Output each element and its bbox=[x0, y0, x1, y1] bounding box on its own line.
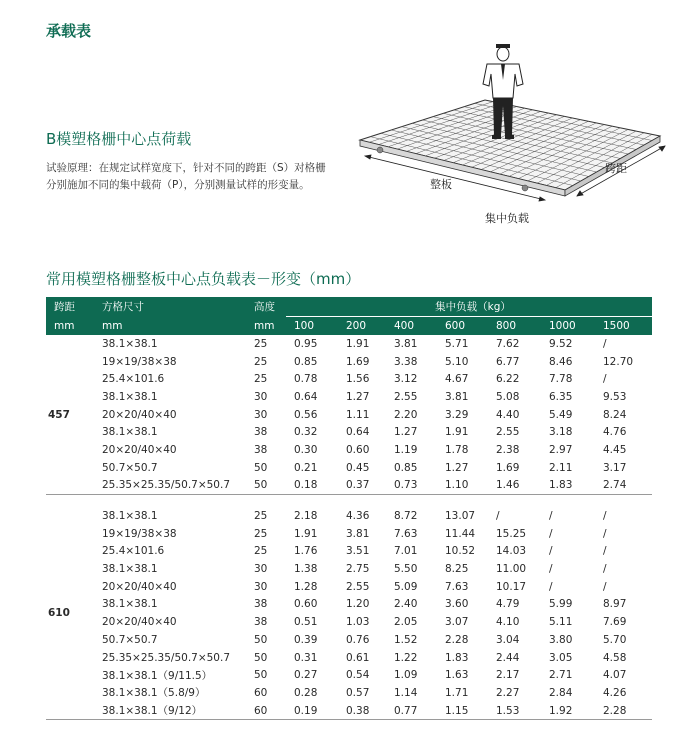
height-cell: 30 bbox=[254, 390, 268, 403]
load-deformation-table bbox=[46, 297, 652, 720]
deformation-cell: / bbox=[549, 545, 553, 558]
table-row bbox=[46, 578, 652, 596]
deformation-cell: 2.28 bbox=[445, 633, 469, 646]
deformation-cell: 1.20 bbox=[346, 598, 370, 611]
deformation-cell: 3.81 bbox=[346, 527, 370, 540]
gap-cell bbox=[488, 495, 541, 508]
deformation-cell: 5.10 bbox=[445, 355, 469, 368]
deformation-cell: 7.62 bbox=[496, 337, 520, 350]
gap-cell bbox=[246, 495, 286, 508]
deformation-cell: 2.75 bbox=[346, 563, 370, 576]
deformation-cell: 0.39 bbox=[294, 633, 318, 646]
deformation-cell: / bbox=[549, 580, 553, 593]
size-cell: 50.7×50.7 bbox=[102, 461, 158, 474]
height-cell: 30 bbox=[254, 580, 268, 593]
deformation-cell: 0.27 bbox=[294, 669, 318, 682]
deformation-cell: 2.18 bbox=[294, 510, 318, 523]
deformation-cell: 4.26 bbox=[603, 686, 627, 699]
deformation-cell: / bbox=[603, 510, 607, 523]
deformation-cell: 0.64 bbox=[294, 390, 318, 403]
deformation-cell: 0.45 bbox=[346, 461, 370, 474]
height-cell: 38 bbox=[254, 616, 268, 629]
deformation-cell: 0.19 bbox=[286, 702, 338, 720]
header-load-value: 100 bbox=[286, 317, 338, 336]
deformation-cell: 1.69 bbox=[496, 461, 520, 474]
deformation-cell: 15.25 bbox=[496, 527, 527, 540]
header-height: 高度 bbox=[246, 297, 286, 317]
size-cell: 38.1×38.1（9/11.5） bbox=[102, 669, 213, 682]
height-cell: 38 bbox=[254, 426, 268, 439]
deformation-cell: 3.60 bbox=[445, 598, 469, 611]
deformation-cell: 2.55 bbox=[346, 580, 370, 593]
size-cell: 20×20/40×40 bbox=[102, 616, 177, 629]
deformation-cell: 1.22 bbox=[394, 651, 418, 664]
deformation-cell: 3.07 bbox=[445, 616, 469, 629]
deformation-cell: 13.07 bbox=[445, 510, 476, 523]
header-size: 方格尺寸 bbox=[94, 297, 246, 317]
deformation-cell: 10.52 bbox=[445, 545, 476, 558]
deformation-cell: 3.12 bbox=[394, 373, 418, 386]
deformation-cell: 1.27 bbox=[394, 426, 418, 439]
size-cell: 38.1×38.1 bbox=[102, 598, 158, 611]
header-span: 跨距 bbox=[46, 297, 94, 317]
table-row bbox=[46, 507, 652, 525]
table-row bbox=[46, 596, 652, 614]
deformation-cell: 1.56 bbox=[346, 373, 370, 386]
header-load-value: 1500 bbox=[595, 317, 652, 336]
deformation-cell: 0.28 bbox=[294, 686, 318, 699]
height-cell: 25 bbox=[254, 510, 268, 523]
height-cell: 50 bbox=[254, 461, 268, 474]
deformation-cell: 2.27 bbox=[496, 686, 520, 699]
deformation-cell: 4.40 bbox=[496, 408, 520, 421]
header-load-value: 600 bbox=[437, 317, 488, 336]
section-title: B模塑格栅中心点荷载 bbox=[46, 130, 192, 148]
header-size-unit: mm bbox=[94, 317, 246, 336]
deformation-cell: 1.83 bbox=[445, 651, 469, 664]
deformation-cell: 0.21 bbox=[294, 461, 318, 474]
deformation-cell: 2.74 bbox=[595, 477, 652, 495]
gap-cell bbox=[338, 495, 386, 508]
deformation-cell: 9.52 bbox=[549, 337, 573, 350]
size-cell: 19×19/38×38 bbox=[102, 527, 177, 540]
deformation-cell: 8.97 bbox=[603, 598, 627, 611]
table-row bbox=[46, 560, 652, 578]
deformation-cell: 3.29 bbox=[445, 408, 469, 421]
deformation-cell: 8.46 bbox=[549, 355, 573, 368]
table-row bbox=[46, 388, 652, 406]
deformation-cell: 2.71 bbox=[549, 669, 573, 682]
deformation-cell: 1.38 bbox=[294, 563, 318, 576]
deformation-cell: 1.52 bbox=[394, 633, 418, 646]
description-line: 试验原理：在规定试样宽度下，针对不同的跨距（S）对格栅 bbox=[46, 162, 326, 174]
deformation-cell: 2.20 bbox=[394, 408, 418, 421]
deformation-cell: / bbox=[549, 510, 553, 523]
size-cell: 25.35×25.35/50.7×50.7 bbox=[94, 477, 246, 495]
span-cell: 457 bbox=[46, 335, 94, 495]
deformation-cell: 5.71 bbox=[445, 337, 469, 350]
group-gap bbox=[46, 495, 652, 508]
header-load-value: 400 bbox=[386, 317, 437, 336]
deformation-cell: 0.64 bbox=[346, 426, 370, 439]
deformation-cell: 8.25 bbox=[445, 563, 469, 576]
height-cell: 50 bbox=[246, 477, 286, 495]
deformation-cell: 1.15 bbox=[437, 702, 488, 720]
deformation-cell: 7.63 bbox=[394, 527, 418, 540]
deformation-cell: 5.08 bbox=[496, 390, 520, 403]
height-cell: 60 bbox=[246, 702, 286, 720]
deformation-cell: 0.57 bbox=[346, 686, 370, 699]
deformation-cell: 1.76 bbox=[294, 545, 318, 558]
deformation-cell: 3.81 bbox=[445, 390, 469, 403]
table-row bbox=[46, 459, 652, 477]
deformation-cell: / bbox=[603, 373, 607, 386]
deformation-cell: 5.11 bbox=[549, 616, 573, 629]
deformation-cell: 1.53 bbox=[488, 702, 541, 720]
deformation-cell: 1.19 bbox=[394, 443, 418, 456]
deformation-cell: 4.07 bbox=[603, 669, 627, 682]
deformation-cell: 4.58 bbox=[603, 651, 627, 664]
gap-cell bbox=[541, 495, 595, 508]
deformation-cell: 0.32 bbox=[294, 426, 318, 439]
deformation-cell: 11.44 bbox=[445, 527, 476, 540]
deformation-cell: 6.22 bbox=[496, 373, 520, 386]
deformation-cell: 1.83 bbox=[541, 477, 595, 495]
deformation-cell: 2.40 bbox=[394, 598, 418, 611]
deformation-cell: 2.05 bbox=[394, 616, 418, 629]
table-title: 常用模塑格栅整板中心点负载表－形变（mm） bbox=[46, 270, 361, 288]
deformation-cell: 9.53 bbox=[603, 390, 627, 403]
table-row bbox=[46, 525, 652, 543]
size-cell: 25.4×101.6 bbox=[102, 545, 165, 558]
table-row bbox=[46, 649, 652, 667]
deformation-cell: 4.76 bbox=[603, 426, 627, 439]
table-row bbox=[46, 684, 652, 702]
table-row bbox=[46, 543, 652, 561]
height-cell: 50 bbox=[254, 633, 268, 646]
deformation-cell: 5.99 bbox=[549, 598, 573, 611]
deformation-cell: 3.18 bbox=[549, 426, 573, 439]
deformation-cell: 1.91 bbox=[445, 426, 469, 439]
size-cell: 20×20/40×40 bbox=[102, 580, 177, 593]
table-row bbox=[46, 335, 652, 353]
deformation-cell: 0.18 bbox=[286, 477, 338, 495]
deformation-cell: 1.63 bbox=[445, 669, 469, 682]
deformation-cell: 2.44 bbox=[496, 651, 520, 664]
span-cell: 610 bbox=[46, 507, 94, 720]
size-cell: 20×20/40×40 bbox=[102, 443, 177, 456]
deformation-cell: 5.49 bbox=[549, 408, 573, 421]
deformation-cell: 1.11 bbox=[346, 408, 370, 421]
size-cell: 19×19/38×38 bbox=[102, 355, 177, 368]
size-cell: 38.1×38.1（5.8/9） bbox=[102, 687, 206, 700]
deformation-cell: 0.60 bbox=[294, 598, 318, 611]
height-cell: 30 bbox=[254, 408, 268, 421]
deformation-cell: 1.71 bbox=[445, 686, 469, 699]
deformation-cell: / bbox=[603, 580, 607, 593]
deformation-cell: 5.50 bbox=[394, 563, 418, 576]
size-cell: 38.1×38.1 bbox=[102, 337, 158, 350]
deformation-cell: / bbox=[496, 510, 500, 523]
deformation-cell: 0.30 bbox=[294, 443, 318, 456]
deformation-cell: 2.55 bbox=[394, 390, 418, 403]
height-cell: 38 bbox=[254, 443, 268, 456]
height-cell: 30 bbox=[254, 563, 268, 576]
deformation-cell: 0.73 bbox=[386, 477, 437, 495]
deformation-cell: 0.60 bbox=[346, 443, 370, 456]
deformation-cell: 0.78 bbox=[294, 373, 318, 386]
deformation-cell: 0.54 bbox=[346, 669, 370, 682]
height-cell: 25 bbox=[254, 355, 268, 368]
deformation-cell: 1.10 bbox=[437, 477, 488, 495]
height-cell: 25 bbox=[254, 337, 268, 350]
deformation-cell: 2.28 bbox=[595, 702, 652, 720]
gap-cell bbox=[286, 495, 338, 508]
deformation-cell: 7.63 bbox=[445, 580, 469, 593]
deformation-cell: 0.95 bbox=[294, 337, 318, 350]
table-row bbox=[46, 406, 652, 424]
deformation-cell: 2.17 bbox=[496, 669, 520, 682]
deformation-cell: 2.55 bbox=[496, 426, 520, 439]
deformation-cell: 0.56 bbox=[294, 408, 318, 421]
deformation-cell: 8.24 bbox=[603, 408, 627, 421]
gap-cell bbox=[94, 495, 246, 508]
header-load-value: 200 bbox=[338, 317, 386, 336]
deformation-cell: 10.17 bbox=[496, 580, 527, 593]
deformation-cell: 0.51 bbox=[294, 616, 318, 629]
deformation-cell: 1.46 bbox=[488, 477, 541, 495]
load-test-illustration bbox=[355, 40, 675, 230]
height-cell: 25 bbox=[254, 527, 268, 540]
height-cell: 50 bbox=[254, 669, 268, 682]
deformation-cell: 0.31 bbox=[294, 651, 318, 664]
deformation-cell: 3.51 bbox=[346, 545, 370, 558]
deformation-cell: 1.91 bbox=[294, 527, 318, 540]
description-line: 分别施加不同的集中载荷（P），分别测量试样的形变量。 bbox=[46, 179, 310, 191]
load-table-wrapper bbox=[46, 297, 652, 720]
size-cell: 38.1×38.1 bbox=[102, 390, 158, 403]
table-row bbox=[46, 702, 652, 720]
deformation-cell: 2.38 bbox=[496, 443, 520, 456]
deformation-cell: 0.85 bbox=[294, 355, 318, 368]
deformation-cell: 7.69 bbox=[603, 616, 627, 629]
table-row bbox=[46, 666, 652, 684]
deformation-cell: 8.72 bbox=[394, 510, 418, 523]
deformation-cell: 4.36 bbox=[346, 510, 370, 523]
size-cell: 38.1×38.1 bbox=[102, 510, 158, 523]
deformation-cell: / bbox=[603, 527, 607, 540]
deformation-cell: 0.76 bbox=[346, 633, 370, 646]
gap-cell bbox=[46, 495, 94, 508]
deformation-cell: 0.85 bbox=[394, 461, 418, 474]
deformation-cell: / bbox=[549, 563, 553, 576]
deformation-cell: 3.05 bbox=[549, 651, 573, 664]
deformation-cell: 14.03 bbox=[496, 545, 527, 558]
deformation-cell: 4.79 bbox=[496, 598, 520, 611]
deformation-cell: 3.81 bbox=[394, 337, 418, 350]
deformation-cell: 3.38 bbox=[394, 355, 418, 368]
header-load-value: 800 bbox=[488, 317, 541, 336]
deformation-cell: 1.27 bbox=[445, 461, 469, 474]
deformation-cell: 1.03 bbox=[346, 616, 370, 629]
deformation-cell: 1.14 bbox=[394, 686, 418, 699]
deformation-cell: 2.11 bbox=[549, 461, 573, 474]
deformation-cell: 4.45 bbox=[603, 443, 627, 456]
table-row bbox=[46, 631, 652, 649]
deformation-cell: / bbox=[549, 527, 553, 540]
size-cell: 25.4×101.6 bbox=[102, 373, 165, 386]
deformation-cell: 11.00 bbox=[496, 563, 527, 576]
deformation-cell: 4.10 bbox=[496, 616, 520, 629]
gap-cell bbox=[437, 495, 488, 508]
deformation-cell: / bbox=[603, 337, 607, 350]
deformation-cell: 1.78 bbox=[445, 443, 469, 456]
deformation-cell: 0.38 bbox=[338, 702, 386, 720]
gap-cell bbox=[595, 495, 652, 508]
deformation-cell: 0.37 bbox=[338, 477, 386, 495]
header-span-unit: mm bbox=[46, 317, 94, 336]
table-row bbox=[46, 477, 652, 495]
test-description bbox=[46, 160, 376, 194]
deformation-cell: 2.84 bbox=[549, 686, 573, 699]
table-row bbox=[46, 423, 652, 441]
page-title: 承载表 bbox=[46, 22, 92, 40]
size-cell: 20×20/40×40 bbox=[102, 408, 177, 421]
deformation-cell: 1.69 bbox=[346, 355, 370, 368]
deformation-cell: 6.77 bbox=[496, 355, 520, 368]
deformation-cell: 7.01 bbox=[394, 545, 418, 558]
size-cell: 50.7×50.7 bbox=[102, 633, 158, 646]
deformation-cell: 4.67 bbox=[445, 373, 469, 386]
deformation-cell: 1.09 bbox=[394, 669, 418, 682]
size-cell: 38.1×38.1 bbox=[102, 563, 158, 576]
table-row bbox=[46, 370, 652, 388]
table-row bbox=[46, 441, 652, 459]
span-label: 跨距 bbox=[605, 162, 627, 175]
size-cell: 25.35×25.35/50.7×50.7 bbox=[102, 651, 231, 664]
header-load: 集中负载（kg） bbox=[286, 297, 652, 317]
size-cell: 38.1×38.1（9/12） bbox=[94, 702, 246, 720]
height-cell: 60 bbox=[254, 686, 268, 699]
deformation-cell: 1.28 bbox=[294, 580, 318, 593]
size-cell: 38.1×38.1 bbox=[102, 426, 158, 439]
deformation-cell: 1.92 bbox=[541, 702, 595, 720]
deformation-cell: 6.35 bbox=[549, 390, 573, 403]
deformation-cell: 0.77 bbox=[386, 702, 437, 720]
height-cell: 38 bbox=[254, 598, 268, 611]
height-cell: 25 bbox=[254, 373, 268, 386]
load-label: 集中负载 bbox=[485, 212, 529, 225]
deformation-cell: 0.61 bbox=[346, 651, 370, 664]
plate-label: 整板 bbox=[430, 178, 452, 191]
gap-cell bbox=[386, 495, 437, 508]
deformation-cell: 12.70 bbox=[603, 355, 634, 368]
header-height-unit: mm bbox=[246, 317, 286, 336]
deformation-cell: 2.97 bbox=[549, 443, 573, 456]
height-cell: 50 bbox=[254, 651, 268, 664]
table-row bbox=[46, 613, 652, 631]
deformation-cell: 3.80 bbox=[549, 633, 573, 646]
deformation-cell: 3.04 bbox=[496, 633, 520, 646]
deformation-cell: 7.78 bbox=[549, 373, 573, 386]
header-load-value: 1000 bbox=[541, 317, 595, 336]
deformation-cell: 3.17 bbox=[603, 461, 627, 474]
deformation-cell: 5.70 bbox=[603, 633, 627, 646]
deformation-cell: / bbox=[603, 545, 607, 558]
height-cell: 25 bbox=[254, 545, 268, 558]
deformation-cell: 1.27 bbox=[346, 390, 370, 403]
deformation-cell: / bbox=[603, 563, 607, 576]
deformation-cell: 5.09 bbox=[394, 580, 418, 593]
deformation-cell: 1.91 bbox=[346, 337, 370, 350]
table-row bbox=[46, 353, 652, 371]
